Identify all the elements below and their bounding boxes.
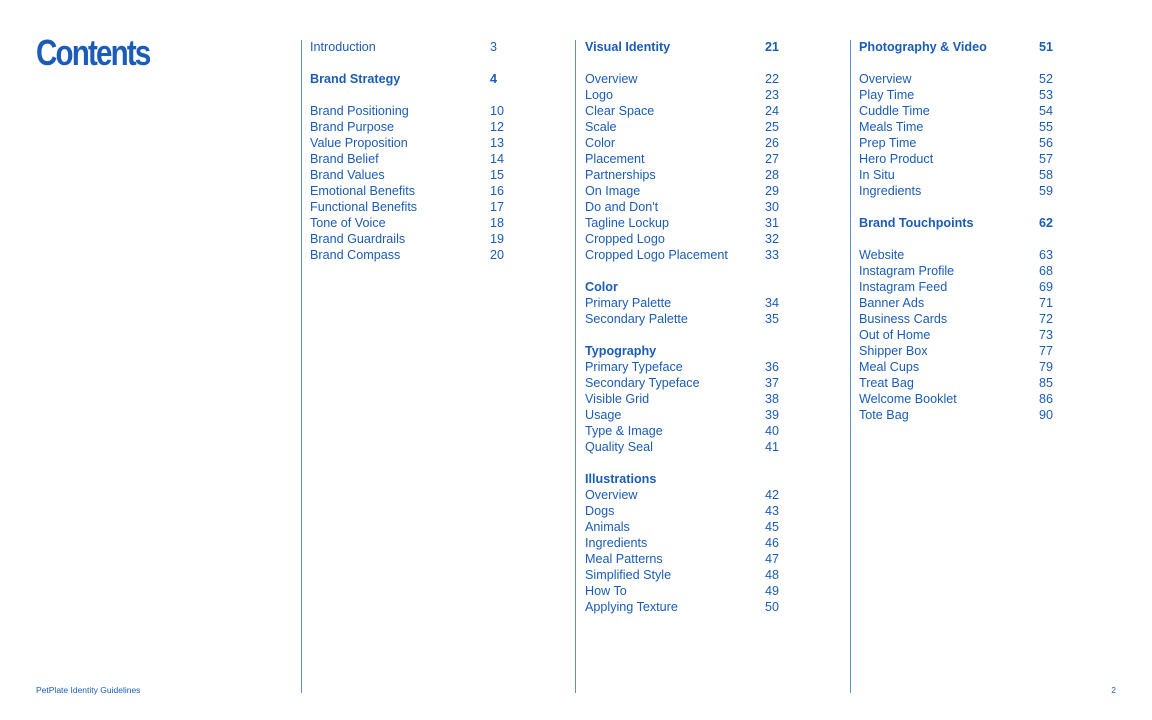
column-divider (850, 40, 851, 693)
toc-entry-page: 59 (1039, 184, 1054, 198)
section-spacer (310, 55, 540, 71)
toc-entry-page: 15 (490, 168, 505, 182)
toc-entry-title: Meal Patterns (585, 552, 663, 566)
toc-entry-title: Functional Benefits (310, 200, 418, 214)
toc-entry-title: Cropped Logo (585, 232, 665, 246)
toc-entry-title: Secondary Typeface (585, 376, 700, 390)
toc-entry[interactable] (585, 247, 815, 263)
toc-entry-title: Hero Product (859, 152, 934, 166)
toc-entry-page: 68 (1039, 264, 1054, 278)
toc-entry[interactable] (585, 439, 815, 455)
toc-entry-page: 63 (1039, 248, 1054, 262)
toc-entry-title: Type & Image (585, 424, 663, 438)
toc-entry[interactable] (585, 119, 815, 135)
toc-entry-page: 73 (1039, 328, 1054, 342)
toc-entry-page: 57 (1039, 152, 1054, 166)
toc-entry-page: 27 (765, 152, 780, 166)
toc-entry-page: 22 (765, 72, 780, 86)
toc-entry[interactable] (859, 135, 1089, 151)
section-spacer (585, 455, 815, 471)
toc-entry-title: Logo (585, 88, 614, 102)
toc-entry-title: In Situ (859, 168, 895, 182)
toc-entry-title: Value Proposition (310, 136, 408, 150)
page-title: Contents (36, 32, 150, 73)
toc-entry-title: Brand Purpose (310, 120, 395, 134)
toc-entry-title: Tagline Lockup (585, 216, 670, 230)
toc-entry-page: 79 (1039, 360, 1054, 374)
toc-entry-title: Quality Seal (585, 440, 653, 454)
toc-entry[interactable] (859, 391, 1089, 407)
toc-section-page: 21 (765, 40, 780, 54)
toc-entry[interactable] (859, 103, 1089, 119)
toc-entry[interactable] (859, 71, 1089, 87)
page-number: 2 (1111, 685, 1116, 695)
toc-entry-page: 54 (1039, 104, 1054, 118)
toc-entry[interactable] (859, 343, 1089, 359)
toc-entry-page: 38 (765, 392, 780, 406)
toc-entry[interactable] (585, 199, 815, 215)
toc-entry[interactable] (585, 231, 815, 247)
toc-entry-page: 49 (765, 584, 780, 598)
toc-section-title: Color (585, 280, 618, 294)
toc-entry[interactable] (310, 167, 540, 183)
toc-entry-title: Prep Time (859, 136, 917, 150)
toc-entry-title: Usage (585, 408, 622, 422)
toc-entry[interactable] (310, 119, 540, 135)
toc-entry-page: 90 (1039, 408, 1054, 422)
toc-entry[interactable] (585, 183, 815, 199)
toc-entry-title: Shipper Box (859, 344, 928, 358)
toc-entry[interactable] (310, 247, 540, 263)
toc-entry-page: 85 (1039, 376, 1054, 390)
toc-entry-page: 58 (1039, 168, 1054, 182)
toc-entry[interactable] (585, 583, 815, 599)
toc-section-page: 62 (1039, 216, 1054, 230)
toc-entry-title: Applying Texture (585, 600, 678, 614)
toc-entry[interactable] (310, 135, 540, 151)
toc-entry[interactable] (585, 151, 815, 167)
toc-section-title: Visual Identity (585, 40, 671, 54)
toc-entry-page: 30 (765, 200, 780, 214)
toc-entry-title: Cropped Logo Placement (585, 248, 728, 262)
toc-entry-page: 28 (765, 168, 780, 182)
document-footer: PetPlate Identity Guidelines (36, 685, 141, 695)
toc-section-page: 51 (1039, 40, 1054, 54)
toc-entry[interactable] (585, 487, 815, 503)
toc-entry-page: 69 (1039, 280, 1054, 294)
toc-entry-title: Meal Cups (859, 360, 920, 374)
toc-entry[interactable] (859, 167, 1089, 183)
toc-section-heading[interactable] (585, 471, 815, 487)
heading-spacer (859, 55, 1089, 71)
toc-entry-page: 71 (1039, 296, 1054, 310)
toc-entry-title: Overview (585, 488, 638, 502)
toc-entry[interactable] (310, 103, 540, 119)
toc-entry-title: Do and Don't (585, 200, 659, 214)
toc-entry-page: 12 (490, 120, 505, 134)
toc-section-title: Typography (585, 344, 657, 358)
toc-section-title: Brand Touchpoints (859, 216, 974, 230)
toc-entry[interactable] (859, 119, 1089, 135)
toc-entry-page: 47 (765, 552, 780, 566)
toc-entry-title: Cuddle Time (859, 104, 930, 118)
toc-entry-page: 10 (490, 104, 505, 118)
toc-entry[interactable] (859, 327, 1089, 343)
toc-entry[interactable] (585, 167, 815, 183)
toc-section-heading[interactable] (859, 39, 1089, 55)
toc-entry-page: 16 (490, 184, 505, 198)
toc-entry-page: 18 (490, 216, 505, 230)
toc-entry[interactable] (859, 247, 1089, 263)
toc-entry-page: 86 (1039, 392, 1054, 406)
toc-entry[interactable] (310, 199, 540, 215)
toc-entry[interactable] (585, 535, 815, 551)
heading-spacer (859, 231, 1089, 247)
toc-entry-title: On Image (585, 184, 641, 198)
toc-entry-title: Treat Bag (859, 376, 914, 390)
toc-entry[interactable] (585, 407, 815, 423)
toc-entry-title: Ingredients (585, 536, 648, 550)
toc-entry-page: 14 (490, 152, 505, 166)
toc-entry[interactable] (585, 135, 815, 151)
toc-entry-title: Meals Time (859, 120, 924, 134)
toc-entry-page: 40 (765, 424, 780, 438)
toc-entry-page: 52 (1039, 72, 1054, 86)
toc-entry-title: Brand Guardrails (310, 232, 406, 246)
toc-entry-title: Banner Ads (859, 296, 925, 310)
toc-entry-title: Emotional Benefits (310, 184, 416, 198)
toc-entry-title: Overview (585, 72, 638, 86)
toc-section-heading[interactable] (310, 39, 540, 55)
toc-entry-page: 53 (1039, 88, 1054, 102)
toc-entry[interactable] (585, 359, 815, 375)
toc-entry-page: 46 (765, 536, 780, 550)
section-spacer (585, 263, 815, 279)
toc-entry-page: 34 (765, 296, 780, 310)
toc-entry-page: 72 (1039, 312, 1054, 326)
toc-entry-page: 25 (765, 120, 780, 134)
toc-entry-page: 45 (765, 520, 780, 534)
toc-entry-title: Ingredients (859, 184, 922, 198)
toc-entry-page: 48 (765, 568, 780, 582)
toc-entry-title: Placement (585, 152, 645, 166)
toc-section-title: Brand Strategy (310, 72, 401, 86)
heading-spacer (585, 55, 815, 71)
toc-entry-page: 42 (765, 488, 780, 502)
toc-entry-page: 33 (765, 248, 780, 262)
toc-entry[interactable] (859, 407, 1089, 423)
toc-entry-title: Visible Grid (585, 392, 650, 406)
toc-entry-title: Brand Compass (310, 248, 401, 262)
toc-entry[interactable] (585, 71, 815, 87)
toc-section-title: Illustrations (585, 472, 657, 486)
toc-section-page: 3 (490, 40, 498, 54)
toc-entry[interactable] (585, 599, 815, 615)
toc-entry-title: Out of Home (859, 328, 931, 342)
toc-section-page: 4 (490, 72, 498, 86)
toc-entry-title: Clear Space (585, 104, 655, 118)
column-divider (575, 40, 576, 693)
toc-section-heading[interactable] (585, 39, 815, 55)
toc-entry-page: 41 (765, 440, 780, 454)
toc-entry-title: Brand Positioning (310, 104, 409, 118)
toc-entry-title: Tote Bag (859, 408, 909, 422)
toc-entry[interactable] (585, 103, 815, 119)
toc-entry[interactable] (585, 311, 815, 327)
toc-entry[interactable] (585, 567, 815, 583)
toc-entry[interactable] (859, 311, 1089, 327)
section-spacer (585, 327, 815, 343)
toc-entry-title: Color (585, 136, 616, 150)
toc-entry[interactable] (585, 503, 815, 519)
toc-entry[interactable] (310, 151, 540, 167)
toc-entry-page: 32 (765, 232, 780, 246)
toc-entry[interactable] (585, 519, 815, 535)
toc-entry-title: Tone of Voice (310, 216, 386, 230)
toc-entry-page: 20 (490, 248, 505, 262)
toc-entry[interactable] (585, 551, 815, 567)
toc-entry[interactable] (585, 375, 815, 391)
toc-entry-page: 56 (1039, 136, 1054, 150)
toc-entry[interactable] (859, 295, 1089, 311)
toc-entry[interactable] (585, 423, 815, 439)
toc-entry-title: Welcome Booklet (859, 392, 957, 406)
toc-entry-page: 43 (765, 504, 780, 518)
toc-section-title: Photography & Video (859, 40, 987, 54)
toc-entry-page: 23 (765, 88, 780, 102)
toc-entry[interactable] (585, 215, 815, 231)
toc-entry-page: 50 (765, 600, 780, 614)
toc-entry-page: 36 (765, 360, 780, 374)
toc-entry-page: 31 (765, 216, 780, 230)
toc-entry[interactable] (859, 183, 1089, 199)
toc-entry[interactable] (859, 263, 1089, 279)
toc-entry[interactable] (310, 215, 540, 231)
toc-entry[interactable] (585, 87, 815, 103)
toc-section-heading[interactable] (585, 279, 815, 295)
toc-entry-page: 17 (490, 200, 505, 214)
toc-section-title: Introduction (310, 40, 376, 54)
toc-entry[interactable] (859, 375, 1089, 391)
heading-spacer (310, 87, 540, 103)
toc-entry[interactable] (859, 359, 1089, 375)
toc-entry-page: 24 (765, 104, 780, 118)
toc-entry[interactable] (310, 231, 540, 247)
toc-entry-page: 39 (765, 408, 780, 422)
toc-entry-page: 19 (490, 232, 505, 246)
toc-entry-title: Business Cards (859, 312, 948, 326)
toc-entry-title: Dogs (585, 504, 615, 518)
toc-entry-page: 37 (765, 376, 780, 390)
toc-entry-title: Primary Palette (585, 296, 672, 310)
toc-entry-title: Scale (585, 120, 617, 134)
toc-entry[interactable] (859, 279, 1089, 295)
toc-entry-page: 29 (765, 184, 780, 198)
toc-entry[interactable] (859, 151, 1089, 167)
toc-entry-title: Instagram Profile (859, 264, 955, 278)
toc-entry-page: 77 (1039, 344, 1054, 358)
toc-column-2 (585, 39, 815, 615)
toc-entry[interactable] (585, 295, 815, 311)
section-spacer (859, 199, 1089, 215)
toc-entry-title: Website (859, 248, 905, 262)
toc-entry-title: Primary Typeface (585, 360, 683, 374)
toc-entry-title: Instagram Feed (859, 280, 948, 294)
toc-entry-title: Play Time (859, 88, 915, 102)
toc-column-3 (859, 39, 1089, 423)
toc-entry-page: 13 (490, 136, 505, 150)
toc-entry-title: Overview (859, 72, 912, 86)
toc-entry-page: 55 (1039, 120, 1054, 134)
toc-entry-title: Brand Values (310, 168, 385, 182)
toc-entry-page: 35 (765, 312, 780, 326)
column-divider (301, 40, 302, 693)
toc-column-1 (310, 39, 540, 263)
toc-entry-title: Secondary Palette (585, 312, 688, 326)
toc-section-heading[interactable] (310, 71, 540, 87)
toc-entry[interactable] (859, 87, 1089, 103)
toc-entry-title: Animals (585, 520, 630, 534)
toc-section-heading[interactable] (585, 343, 815, 359)
toc-entry-page: 26 (765, 136, 780, 150)
toc-section-heading[interactable] (859, 215, 1089, 231)
toc-entry-title: How To (585, 584, 627, 598)
toc-entry[interactable] (310, 183, 540, 199)
toc-entry-title: Simplified Style (585, 568, 672, 582)
toc-entry-title: Partnerships (585, 168, 656, 182)
toc-entry[interactable] (585, 391, 815, 407)
toc-entry-title: Brand Belief (310, 152, 379, 166)
